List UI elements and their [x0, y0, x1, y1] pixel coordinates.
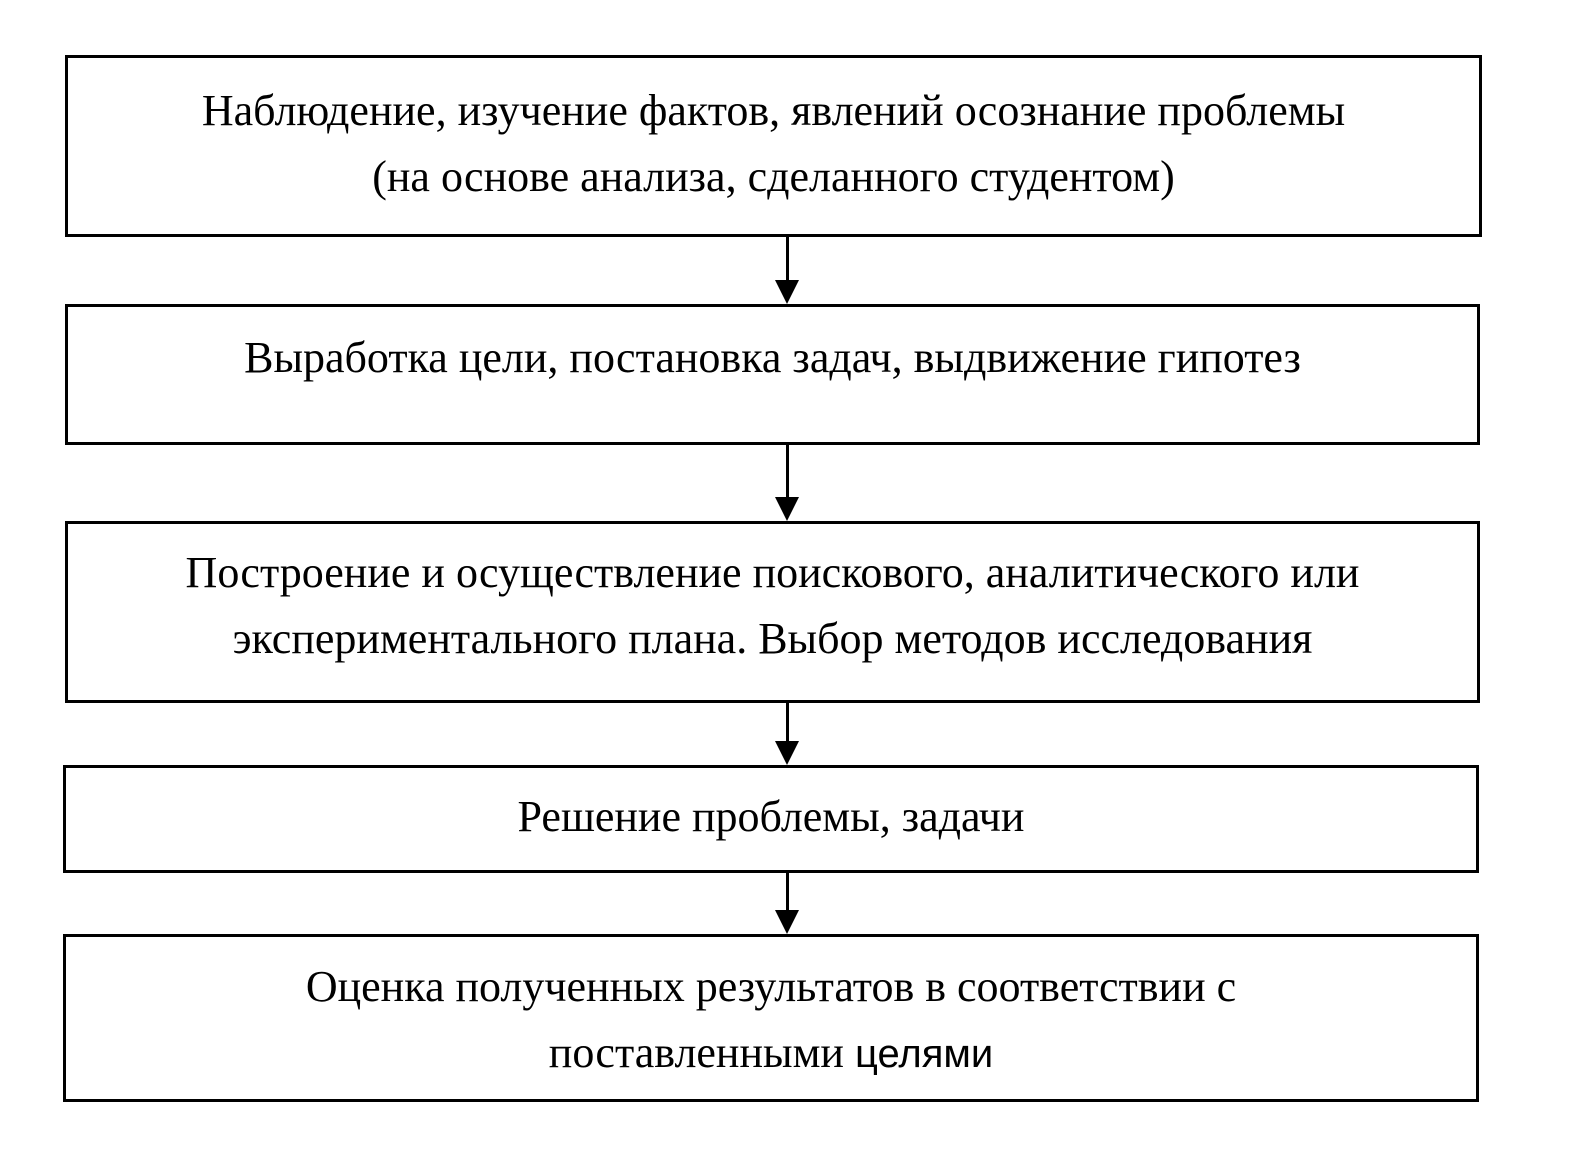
arrow-down-icon	[775, 497, 799, 521]
arrow-down-icon	[775, 910, 799, 934]
flowchart-step-4-box	[63, 765, 1479, 873]
flowchart-step-1-box	[65, 55, 1482, 237]
arrow-down-icon	[775, 741, 799, 765]
step-5-line-2-sans: целями	[854, 1032, 994, 1076]
arrow-step-4-to-step-5	[773, 873, 803, 934]
arrow-4-shaft	[786, 873, 789, 913]
arrow-2-shaft	[786, 445, 789, 500]
flowchart-step-2-box	[65, 304, 1480, 445]
arrow-down-icon	[775, 280, 799, 304]
step-4-line-1: Решение проблемы, задачи	[517, 792, 1025, 841]
step-3-line-2: экспериментального плана. Выбор методов исследования	[232, 614, 1313, 663]
arrow-step-1-to-step-2	[773, 237, 803, 304]
step-1-line-1: Наблюдение, изучение фактов, явлений осознание проблемы	[201, 86, 1346, 135]
flowchart-step-5-box	[63, 934, 1479, 1102]
arrow-step-3-to-step-4	[773, 703, 803, 765]
step-5-line-1: Оценка полученных результатов в соответствии с	[305, 962, 1237, 1011]
step-5-line-2	[66, 1020, 1476, 1087]
step-5-line-2-serif: поставленными	[548, 1028, 844, 1077]
arrow-1-shaft	[786, 237, 789, 283]
step-3-line-1: Построение и осуществление поискового, аналитического или	[185, 548, 1360, 597]
arrow-3-shaft	[786, 703, 789, 744]
arrow-step-2-to-step-3	[773, 445, 803, 521]
flowchart-step-3-box	[65, 521, 1480, 703]
step-2-line-1: Выработка цели, постановка задач, выдвижение гипотез	[244, 333, 1301, 382]
step-1-line-2: (на основе анализа, сделанного студентом)	[372, 152, 1175, 201]
